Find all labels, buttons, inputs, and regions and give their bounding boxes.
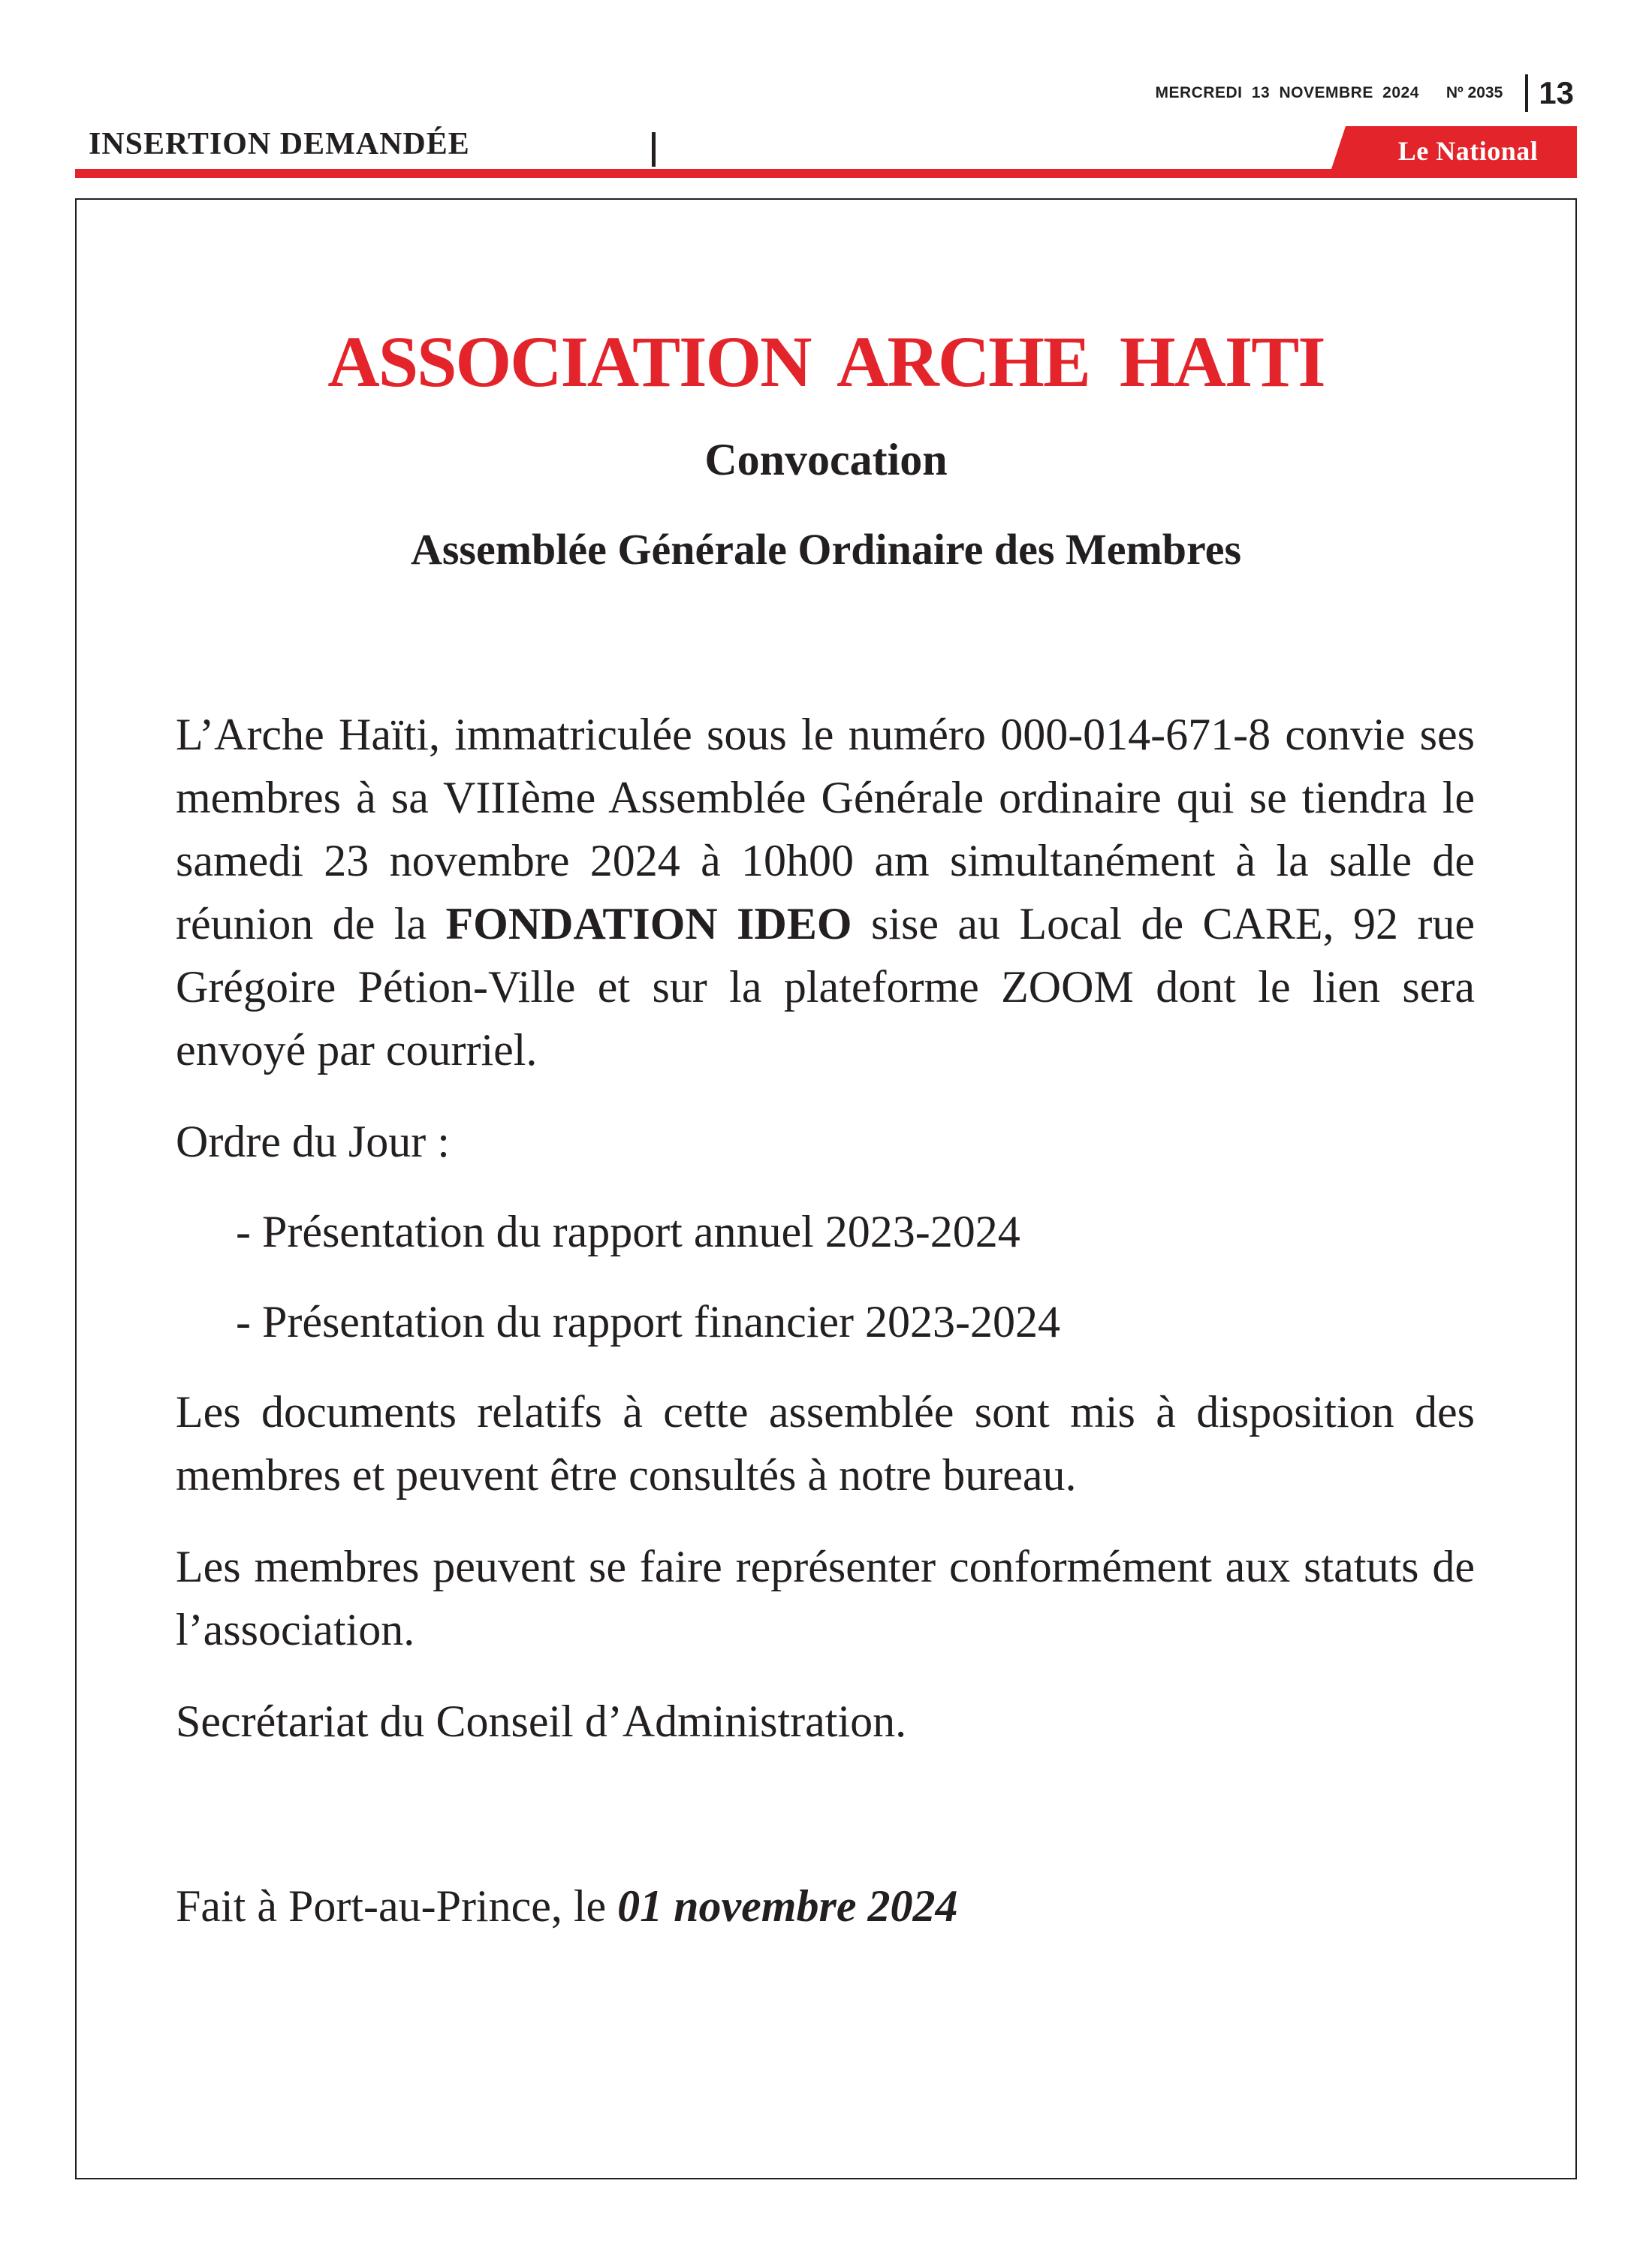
signatory: Secrétariat du Conseil d’Administration. <box>176 1697 907 1746</box>
agenda-item: - Présentation du rapport financier 2023-2024 <box>236 1297 1061 1347</box>
notice-box <box>75 198 1577 2179</box>
convocation-paragraph <box>176 703 1475 1081</box>
agenda-list <box>236 1200 1437 1380</box>
documents-paragraph: Les documents relatifs à cette assemblée sont mis à disposition des membres et peuvent être consultés à notre bureau. <box>176 1387 1475 1500</box>
place-prefix: Fait à Port-au-Prince, le <box>176 1881 618 1931</box>
organization-title: ASSOCIATION ARCHE HAITI <box>327 321 1325 402</box>
agenda-title: Ordre du Jour : <box>176 1117 450 1166</box>
section-label: INSERTION DEMANDÉE <box>89 127 470 161</box>
page-number: 13 <box>1539 75 1574 110</box>
section-divider <box>652 132 656 167</box>
agenda-item: - Présentation du rapport annuel 2023-2024 <box>236 1207 1020 1256</box>
place-and-date <box>176 1874 1475 1938</box>
representation-paragraph: Les membres peuvent se faire représenter conformément aux statuts de l’association. <box>176 1542 1475 1654</box>
header-divider <box>1525 74 1528 112</box>
paragraph-text: sise au Local de CARE, 92 rue Grégoire Pétion-Ville et sur la plateforme ZOOM dont le lien sera envoyé par courriel. <box>176 899 1475 1075</box>
issue-date: MERCREDI 13 NOVEMBRE 2024 <box>1155 84 1419 101</box>
issue-number: Nº 2035 <box>1446 84 1503 101</box>
venue-name: FONDATION IDEO <box>445 899 852 949</box>
notice-subheading: Assemblée Générale Ordinaire des Membres <box>410 525 1242 574</box>
notice-heading: Convocation <box>704 435 948 484</box>
signing-date: 01 novembre 2024 <box>617 1881 958 1931</box>
page-header-meta <box>1155 72 1574 114</box>
newspaper-name: Le National <box>1397 136 1539 166</box>
paragraph-text: L’Arche Haïti, immatriculée sous le numéro 000-014-671-8 convie ses membres à sa VIIIème Assemblée Générale ordinaire qui se tiendra le samedi 23 novembre 2024 à 10h00 am simultanément à la salle de réunion de la <box>176 710 1475 949</box>
